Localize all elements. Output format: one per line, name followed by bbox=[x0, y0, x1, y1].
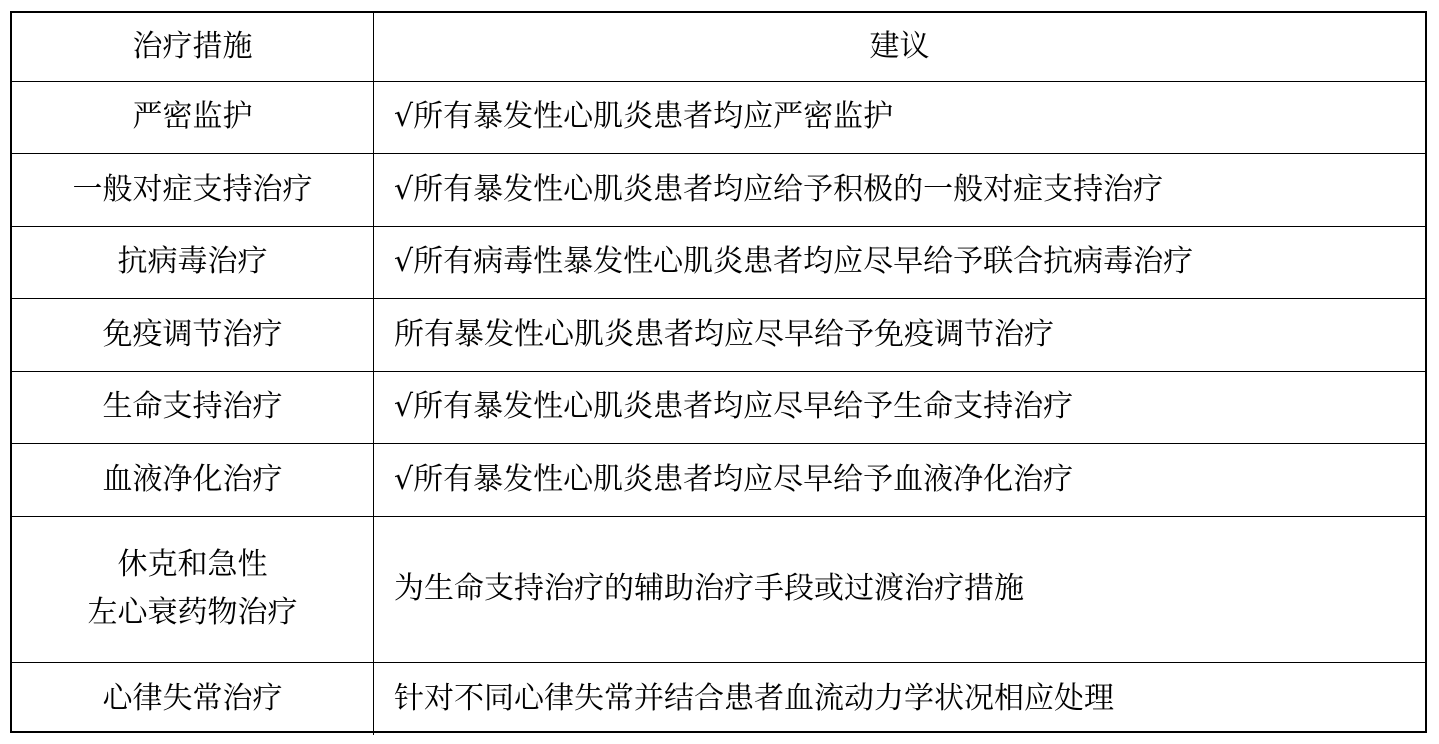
measure-cell bbox=[12, 299, 374, 372]
advice-cell: √所有病毒性暴发性心肌炎患者均应尽早给予联合抗病毒治疗 bbox=[374, 226, 1426, 299]
advice-cell: √所有暴发性心肌炎患者均应给予积极的一般对症支持治疗 bbox=[374, 154, 1426, 227]
measure-text-line-1: 休克和急性 bbox=[117, 547, 268, 582]
table-row bbox=[12, 154, 1425, 227]
measure-text: 心律失常治疗 bbox=[102, 680, 283, 716]
measure-cell bbox=[12, 154, 374, 227]
table-row bbox=[12, 299, 1425, 372]
measure-cell bbox=[12, 516, 374, 662]
measure-text-line-2: 左心衰药物治疗 bbox=[87, 595, 298, 630]
header-measure: 治疗措施 bbox=[12, 13, 374, 81]
advice-cell: √所有暴发性心肌炎患者均应严密监护 bbox=[374, 81, 1426, 154]
measure-text: 血液净化治疗 bbox=[102, 461, 283, 497]
measure-text: 抗病毒治疗 bbox=[117, 244, 268, 280]
measure-cell bbox=[12, 81, 374, 154]
table-row bbox=[12, 444, 1425, 517]
measure-cell bbox=[12, 444, 374, 517]
table-row bbox=[12, 226, 1425, 299]
measure-cell bbox=[12, 662, 374, 735]
advice-cell: 所有暴发性心肌炎患者均应尽早给予免疫调节治疗 bbox=[374, 299, 1426, 372]
table-row bbox=[12, 662, 1425, 735]
table-header-row bbox=[12, 13, 1425, 81]
table-row bbox=[12, 516, 1425, 662]
table-row bbox=[12, 81, 1425, 154]
advice-cell: 为生命支持治疗的辅助治疗手段或过渡治疗措施 bbox=[374, 516, 1426, 662]
measure-text: 严密监护 bbox=[132, 99, 253, 135]
advice-cell: √所有暴发性心肌炎患者均应尽早给予生命支持治疗 bbox=[374, 371, 1426, 444]
measure-text: 免疫调节治疗 bbox=[102, 316, 283, 352]
treatment-table-frame bbox=[10, 11, 1427, 733]
measure-cell bbox=[12, 226, 374, 299]
header-advice: 建议 bbox=[374, 13, 1426, 81]
measure-cell bbox=[12, 371, 374, 444]
advice-cell: √所有暴发性心肌炎患者均应尽早给予血液净化治疗 bbox=[374, 444, 1426, 517]
measure-text: 一般对症支持治疗 bbox=[72, 171, 313, 207]
measure-text: 生命支持治疗 bbox=[102, 389, 283, 425]
advice-cell: 针对不同心律失常并结合患者血流动力学状况相应处理 bbox=[374, 662, 1426, 735]
table-row bbox=[12, 371, 1425, 444]
treatment-table bbox=[12, 13, 1425, 735]
